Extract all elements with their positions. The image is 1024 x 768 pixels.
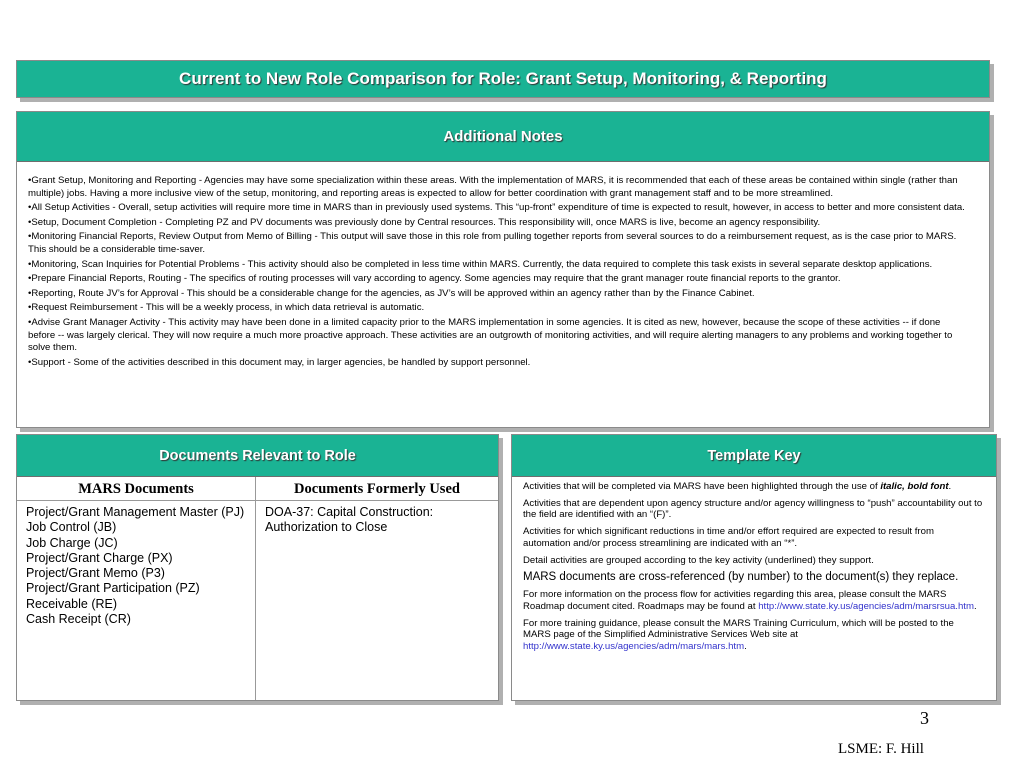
former-documents-column: [256, 477, 498, 700]
page-number: 3: [920, 708, 929, 728]
mars-documents-list: [17, 501, 255, 627]
additional-notes-panel: [16, 111, 990, 428]
list-item: MARS documents are cross-referenced (by number) to the document(s) they replace.: [523, 571, 959, 584]
key-text-end: .: [973, 600, 977, 612]
former-documents-heading: Documents Formerly Used: [256, 477, 498, 501]
list-item: •Request Reimbursement - This will be a weekly process, in which data retrieval is automatic.: [28, 302, 425, 314]
mars-web-link[interactable]: http://www.state.ky.us/agencies/adm/mars/mars.htm: [523, 641, 745, 653]
page-title: Current to New Role Comparison for Role: Grant Setup, Monitoring, & Reporting: [17, 61, 989, 97]
list-item: [523, 589, 984, 612]
list-item: •Monitoring, Scan Inquiries for Potential Problems - This activity should also be completed in less time within MARS. Currently, the data required to complete this task exists in several separate desktop applications.: [28, 258, 933, 270]
footer-credit: LSME: F. Hill: [838, 741, 924, 757]
list-item: •Reporting, Route JV’s for Approval - This should be a considerable change for the agencies, as JV’s will be approved within an agency rather than by the Finance Cabinet.: [28, 287, 755, 299]
mars-documents-heading: MARS Documents: [17, 477, 255, 501]
list-item: Project/Grant Participation (PZ): [26, 581, 200, 596]
list-item: Job Charge (JC): [26, 535, 118, 550]
key-emphasis: italic, bold font: [880, 481, 949, 492]
list-item: [523, 481, 984, 493]
title-panel: [16, 60, 990, 98]
list-item: Detail activities are grouped according to the key activity (underlined) they support.: [523, 554, 874, 566]
list-item: Activities that are dependent upon agency structure and/or agency willingness to “push” accountability out to the field are identified with an “(F)”.: [523, 497, 983, 521]
roadmap-link[interactable]: http://www.state.ky.us/agencies/adm/marsrsua.htm: [758, 600, 974, 612]
list-item: •Monitoring Financial Reports, Review Output from Memo of Billing - This output will save those in this role from pulling together reports from several sources to do a reimbursement request, as is the case prior to MARS. This should be a considerable time-saver.: [28, 231, 957, 255]
list-item: •Setup, Document Completion - Completing PZ and PV documents was previously done by Central resources. This responsibility will, once MARS is live, become an agency responsibility.: [28, 216, 821, 228]
key-text-end: .: [744, 641, 747, 653]
list-item: Receivable (RE): [26, 596, 118, 611]
documents-panel: [16, 434, 499, 701]
former-documents-list: [256, 501, 498, 536]
list-item: Project/Grant Management Master (PJ): [26, 505, 245, 519]
key-text: For more information on the process flow for activities regarding this area, please consult the MARS Roadmap document cited. Roadmaps may be found at: [523, 589, 947, 612]
list-item: •Advise Grant Manager Activity - This activity may have been done in a limited capacity prior to the MARS implementation in some agencies. It is cited as new, however, because the scope of these activities -- if done before -- was largely clerical. They will now require a much more proactive approach. These activities are an outgrowth of monitoring activities, and will require alerting managers to any problems and working together to solve them.: [28, 316, 953, 354]
template-key-panel: [511, 434, 997, 701]
key-text: Activities that will be completed via MARS have been highlighted through the use of: [523, 481, 881, 492]
list-item: •Grant Setup, Monitoring and Reporting - Agencies may have some specialization within these areas. With the implementation of MARS, it is recommended that each of these areas be contained within single (rather than multiple) jobs. Having a more inclusive view of the setup, monitoring, and reporting areas is expected to allow for better coordination with grant management staff and to be more streamlined.: [28, 175, 958, 199]
list-item: Job Control (JB): [26, 520, 117, 535]
template-key-list: [512, 477, 996, 653]
key-text-end: .: [948, 481, 952, 492]
list-item: Cash Receipt (CR): [26, 612, 131, 627]
list-item: •Support - Some of the activities described in this document may, in larger agencies, be handled by support personnel.: [28, 356, 531, 368]
list-item: DOA-37: Capital Construction: Authorization to Close: [265, 505, 434, 535]
mars-documents-column: [17, 477, 256, 700]
documents-header: Documents Relevant to Role: [17, 435, 498, 477]
additional-notes-header: Additional Notes: [17, 112, 989, 162]
list-item: •Prepare Financial Reports, Routing - The specifics of routing processes will vary according to agency. Some agencies may require that the grant manager route financial reports to the grantor.: [28, 273, 841, 285]
list-item: •All Setup Activities - Overall, setup activities will require more time in MARS than in previously used systems. This “up-front” expenditure of time is expected to result, however, in access to better and more consistent data.: [28, 202, 965, 214]
list-item: Activities for which significant reductions in time and/or effort required are expected to result from automation and/or process streamlining are indicated with an “*”.: [523, 526, 934, 549]
documents-table: [17, 477, 498, 700]
list-item: Project/Grant Charge (PX): [26, 550, 173, 565]
notes-list: [17, 162, 989, 369]
list-item: Project/Grant Memo (P3): [26, 566, 165, 581]
template-key-header: Template Key: [512, 435, 996, 477]
key-text: For more training guidance, please consult the MARS Training Curriculum, which will be posted to the MARS page of the Simplified Administrative Services Web site at: [523, 617, 954, 641]
list-item: [523, 618, 984, 653]
